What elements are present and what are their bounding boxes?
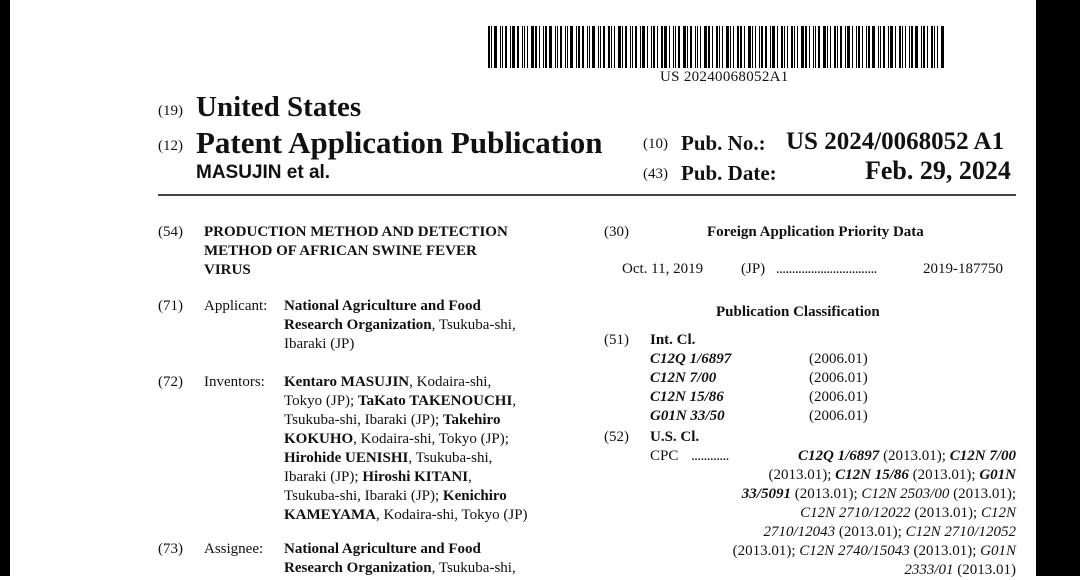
barcode-stripe xyxy=(890,26,893,68)
barcode-stripe xyxy=(704,26,707,68)
right-edge-bar xyxy=(1036,0,1080,576)
barcode-stripe xyxy=(888,26,889,68)
barcode-stripe xyxy=(543,26,544,68)
cpc-code: C12N 7/00 xyxy=(949,448,1016,464)
barcode-stripe xyxy=(755,26,756,68)
assignee-location: , Tsukuba-shi, xyxy=(431,560,516,576)
cpc-date: (2013.01); xyxy=(768,467,836,483)
cpc-date: (2013.01) xyxy=(953,562,1016,578)
inventors-code: (72) xyxy=(158,374,183,390)
barcode-stripe xyxy=(560,26,562,68)
barcode-stripe xyxy=(845,26,846,68)
barcode-stripe xyxy=(603,26,605,68)
cpc-code: C12N 2740/15043 xyxy=(799,543,910,559)
barcode-stripe xyxy=(535,26,537,68)
barcode-stripe xyxy=(726,26,729,68)
inventor-name: Hirohide UENISHI xyxy=(284,450,409,466)
barcode-stripe xyxy=(557,26,558,68)
foreign-dots: ................................ xyxy=(776,261,877,277)
barcode-stripe xyxy=(592,26,595,68)
inventor-location: , Kodaira-shi, xyxy=(409,374,492,390)
barcode-stripe xyxy=(931,26,933,68)
inventor-location: , Tsukuba-shi, xyxy=(408,450,493,466)
int-cl-date: (2006.01) xyxy=(809,351,868,367)
barcode-stripe xyxy=(625,26,627,68)
barcode-stripe xyxy=(611,26,612,68)
pub-no: US 2024/0068052 A1 xyxy=(786,128,1005,155)
int-cl-label: Int. Cl. xyxy=(650,332,696,348)
cpc-date: (2013.01); xyxy=(908,467,980,483)
foreign-number: 2019-187750 xyxy=(923,261,1003,277)
pub-date-code: (43) xyxy=(643,166,668,182)
cpc-code: G01N xyxy=(979,467,1016,483)
barcode-stripe xyxy=(578,26,580,68)
barcode-stripe xyxy=(539,26,540,68)
title-line: METHOD OF AFRICAN SWINE FEVER xyxy=(204,243,477,259)
country-code: (19) xyxy=(158,103,183,119)
barcode-stripe xyxy=(866,26,867,68)
barcode-stripe xyxy=(815,26,816,68)
cpc-dots: ............ xyxy=(691,448,729,464)
type-code: (12) xyxy=(158,138,183,154)
int-cl-code: (51) xyxy=(604,332,629,348)
barcode-number: US 20240068052A1 xyxy=(660,69,789,85)
barcode-stripe xyxy=(862,26,863,68)
barcode-stripe xyxy=(923,26,925,68)
foreign-code: (30) xyxy=(604,224,629,240)
barcode-stripe xyxy=(759,26,760,68)
us-cl-code: (52) xyxy=(604,429,629,445)
barcode-stripe xyxy=(512,26,515,68)
inventor-name: TaKato TAKENOUCHI xyxy=(357,393,513,409)
barcode-stripe xyxy=(880,26,881,68)
barcode-stripe xyxy=(856,26,857,68)
applicant-code: (71) xyxy=(158,298,183,314)
barcode-stripe xyxy=(500,26,501,68)
barcode-stripe xyxy=(868,26,870,68)
inventor-name: Takehiro xyxy=(442,412,501,428)
cpc-label: CPC xyxy=(650,448,679,464)
inventor-location: Tsukuba-shi, Ibaraki (JP); xyxy=(284,488,443,504)
barcode-stripe xyxy=(905,26,906,68)
assignee-label: Assignee: xyxy=(204,541,264,557)
barcode-stripe xyxy=(805,26,807,68)
barcode-stripe xyxy=(545,26,547,68)
barcode-stripe xyxy=(827,26,828,68)
barcode-stripe xyxy=(934,26,935,68)
barcode-stripe xyxy=(909,26,910,68)
barcode-stripe xyxy=(683,26,686,68)
inventor-name: KAMEYAMA xyxy=(284,507,376,523)
barcode-stripe xyxy=(937,26,938,68)
foreign-country: (JP) xyxy=(741,261,766,277)
barcode-stripe xyxy=(598,26,599,68)
cpc-code: C12N xyxy=(980,505,1016,521)
int-cl-code-value: C12N 7/00 xyxy=(650,370,717,386)
cpc-code: C12N 2503/00 xyxy=(861,486,950,502)
cpc-code: C12Q 1/6897 xyxy=(798,448,880,464)
assignee-info xyxy=(284,540,516,578)
barcode-stripe xyxy=(921,26,922,68)
country: United States xyxy=(196,91,362,123)
barcode-stripe xyxy=(630,26,631,68)
cpc-date: (2013.01); xyxy=(790,486,862,502)
barcode-stripe xyxy=(527,26,528,68)
barcode-stripe xyxy=(651,26,652,68)
barcode-stripe xyxy=(522,26,523,68)
barcode-stripe xyxy=(770,26,771,68)
cpc-date: (2013.01); xyxy=(909,543,981,559)
barcode-stripe xyxy=(664,26,667,68)
barcode-stripe xyxy=(752,26,753,68)
barcode-stripe xyxy=(587,26,588,68)
invention-title xyxy=(204,223,508,280)
barcode-stripe xyxy=(813,26,814,68)
int-cl-date: (2006.01) xyxy=(809,389,868,405)
barcode-stripe xyxy=(737,26,739,68)
barcode-stripe xyxy=(852,26,853,68)
barcode-stripe xyxy=(505,26,507,68)
barcode-stripe xyxy=(502,26,503,68)
left-edge-bar xyxy=(0,0,10,576)
barcode-stripe xyxy=(524,26,525,68)
barcode-stripe xyxy=(640,26,641,68)
barcode-stripe xyxy=(830,26,831,68)
foreign-date: Oct. 11, 2019 xyxy=(622,261,704,277)
inventor-location: Tokyo (JP); xyxy=(284,393,358,409)
assignee-code: (73) xyxy=(158,541,183,557)
barcode-stripe xyxy=(661,26,663,68)
int-cl-date: (2006.01) xyxy=(809,370,868,386)
inventor-name: Kenichiro xyxy=(442,488,507,504)
int-cl-row xyxy=(650,407,868,426)
cpc-code: C12N 15/86 xyxy=(835,467,909,483)
inventor-location: , Kodaira-shi, Tokyo (JP); xyxy=(353,431,509,447)
barcode-stripe xyxy=(902,26,903,68)
int-cl-row xyxy=(650,369,868,388)
barcode-stripe xyxy=(847,26,850,68)
barcode-stripe xyxy=(494,26,497,68)
int-cl-code-value: C12Q 1/6897 xyxy=(650,351,732,367)
pub-date: Feb. 29, 2024 xyxy=(865,156,1011,185)
barcode-stripe xyxy=(582,26,584,68)
barcode-stripe xyxy=(700,26,701,68)
int-cl-row xyxy=(650,350,868,369)
barcode-stripe xyxy=(744,26,745,68)
barcode-stripe xyxy=(834,26,836,68)
barcode-stripe xyxy=(570,26,573,68)
barcode-stripe xyxy=(840,26,842,68)
barcode-stripe xyxy=(801,26,804,68)
pub-date-label: Pub. Date: xyxy=(681,161,777,185)
title-code: (54) xyxy=(158,224,183,240)
cpc-date: (2013.01); xyxy=(910,505,981,521)
inventor-name: KOKUHO xyxy=(284,431,354,447)
barcode-stripe xyxy=(589,26,590,68)
barcode-stripe xyxy=(872,26,875,68)
separator: , xyxy=(468,469,472,485)
cpc-code: 2710/12043 xyxy=(763,524,836,540)
applicant-location: , Tsukuba-shi, xyxy=(431,317,516,333)
barcode-stripe xyxy=(653,26,655,68)
applicant-name: Research Organization xyxy=(284,317,432,333)
cpc-code: 33/5091 xyxy=(741,486,791,502)
barcode-stripe xyxy=(915,26,918,68)
barcode-stripe xyxy=(695,26,696,68)
barcode-stripe xyxy=(722,26,723,68)
title-line: PRODUCTION METHOD AND DETECTION xyxy=(204,224,508,240)
barcode-stripe xyxy=(823,26,826,68)
assignee-name: Research Organization xyxy=(284,560,432,576)
int-cl-code-value: G01N 33/50 xyxy=(650,408,725,424)
us-cl-label: U.S. Cl. xyxy=(650,429,700,445)
header-divider xyxy=(158,194,1016,196)
barcode-stripe xyxy=(794,26,795,68)
barcode-stripe xyxy=(632,26,633,68)
applicant-location: Ibaraki (JP) xyxy=(284,336,355,352)
barcode-stripe xyxy=(600,26,601,68)
barcode-stripe xyxy=(669,26,670,68)
barcode-stripe xyxy=(510,26,511,68)
barcode-stripe xyxy=(878,26,879,68)
barcode-stripe xyxy=(555,26,556,68)
int-cl-table xyxy=(650,350,868,426)
barcode-stripe xyxy=(635,26,637,68)
authors: MASUJIN et al. xyxy=(196,162,331,183)
int-cl-code-value: C12N 15/86 xyxy=(650,389,724,405)
barcode-stripe xyxy=(837,26,838,68)
barcode-stripe xyxy=(549,26,552,68)
cpc-date: (2013.01); xyxy=(732,543,800,559)
separator: , xyxy=(512,393,517,409)
barcode-stripe xyxy=(777,26,778,68)
inventors-list xyxy=(284,373,584,525)
barcode-stripe xyxy=(675,26,676,68)
barcode-stripe xyxy=(517,26,519,68)
barcode-stripe xyxy=(491,26,492,68)
cpc-code: C12N 2710/12052 xyxy=(905,524,1016,540)
barcode-stripe xyxy=(784,26,785,68)
barcode-stripe xyxy=(608,26,610,68)
barcode-stripe xyxy=(567,26,568,68)
publication-type: Patent Application Publication xyxy=(196,125,603,160)
barcode-stripe xyxy=(818,26,820,68)
inventor-location: Tsukuba-shi, Ibaraki (JP); xyxy=(284,412,443,428)
cpc-code: 2333/01 xyxy=(904,562,954,578)
pub-no-label: Pub. No.: xyxy=(681,131,766,155)
barcode-stripe xyxy=(730,26,731,68)
cpc-date: (2013.01); xyxy=(835,524,906,540)
publication-classification-heading: Publication Classification xyxy=(716,304,880,320)
barcode-stripe xyxy=(618,26,621,68)
barcode-stripe xyxy=(565,26,566,68)
barcode-stripe xyxy=(941,26,944,68)
inventor-name: Kentaro MASUJIN xyxy=(284,374,410,390)
barcode-stripe xyxy=(740,26,742,68)
inventor-location: , Kodaira-shi, Tokyo (JP) xyxy=(375,507,528,523)
cpc-date: (2013.01); xyxy=(949,486,1016,502)
barcode-stripe xyxy=(791,26,793,68)
barcode-stripe xyxy=(748,26,751,68)
inventors-label: Inventors: xyxy=(204,374,265,390)
barcode-stripe xyxy=(911,26,913,68)
barcode-stripe xyxy=(678,26,680,68)
barcode-stripe xyxy=(716,26,718,68)
barcode-stripe xyxy=(797,26,798,68)
applicant-name: National Agriculture and Food xyxy=(284,298,481,314)
barcode-stripe xyxy=(697,26,698,68)
inventor-name: Hiroshi KITANI xyxy=(362,469,469,485)
barcode-stripe xyxy=(733,26,734,68)
barcode-stripe xyxy=(642,26,645,68)
barcode-stripe xyxy=(712,26,713,68)
applicant-info xyxy=(284,297,516,354)
barcode-stripe xyxy=(809,26,810,68)
barcode-stripe xyxy=(761,26,763,68)
cpc-code: G01N xyxy=(980,543,1016,559)
barcode-stripe xyxy=(673,26,674,68)
barcode-stripe xyxy=(708,26,710,68)
applicant-label: Applicant: xyxy=(204,298,268,314)
barcode-stripe xyxy=(883,26,885,68)
barcode-stripe xyxy=(531,26,534,68)
barcode xyxy=(488,26,1016,68)
barcode-stripe xyxy=(772,26,775,68)
barcode-stripe xyxy=(927,26,928,68)
barcode-stripe xyxy=(647,26,648,68)
barcode-stripe xyxy=(687,26,688,68)
barcode-stripe xyxy=(657,26,658,68)
int-cl-date: (2006.01) xyxy=(809,408,868,424)
title-line: VIRUS xyxy=(204,262,251,278)
barcode-stripe xyxy=(787,26,788,68)
barcode-stripe xyxy=(622,26,623,68)
barcode-stripe xyxy=(895,26,896,68)
int-cl-row xyxy=(650,388,868,407)
cpc-date: (2013.01); xyxy=(879,448,950,464)
pub-no-code: (10) xyxy=(643,136,668,152)
foreign-heading: Foreign Application Priority Data xyxy=(707,224,924,240)
barcode-stripe xyxy=(858,26,860,68)
barcode-stripe xyxy=(576,26,577,68)
barcode-stripe xyxy=(488,26,490,68)
assignee-name: National Agriculture and Food xyxy=(284,541,481,557)
barcode-stripe xyxy=(690,26,692,68)
barcode-stripe xyxy=(614,26,615,68)
inventor-location: Ibaraki (JP); xyxy=(284,469,363,485)
barcode-stripe xyxy=(719,26,720,68)
barcode-stripe xyxy=(765,26,767,68)
cpc-code: C12N 2710/12022 xyxy=(800,505,911,521)
barcode-stripe xyxy=(899,26,901,68)
cpc-classifications xyxy=(600,447,1016,580)
barcode-stripe xyxy=(781,26,783,68)
